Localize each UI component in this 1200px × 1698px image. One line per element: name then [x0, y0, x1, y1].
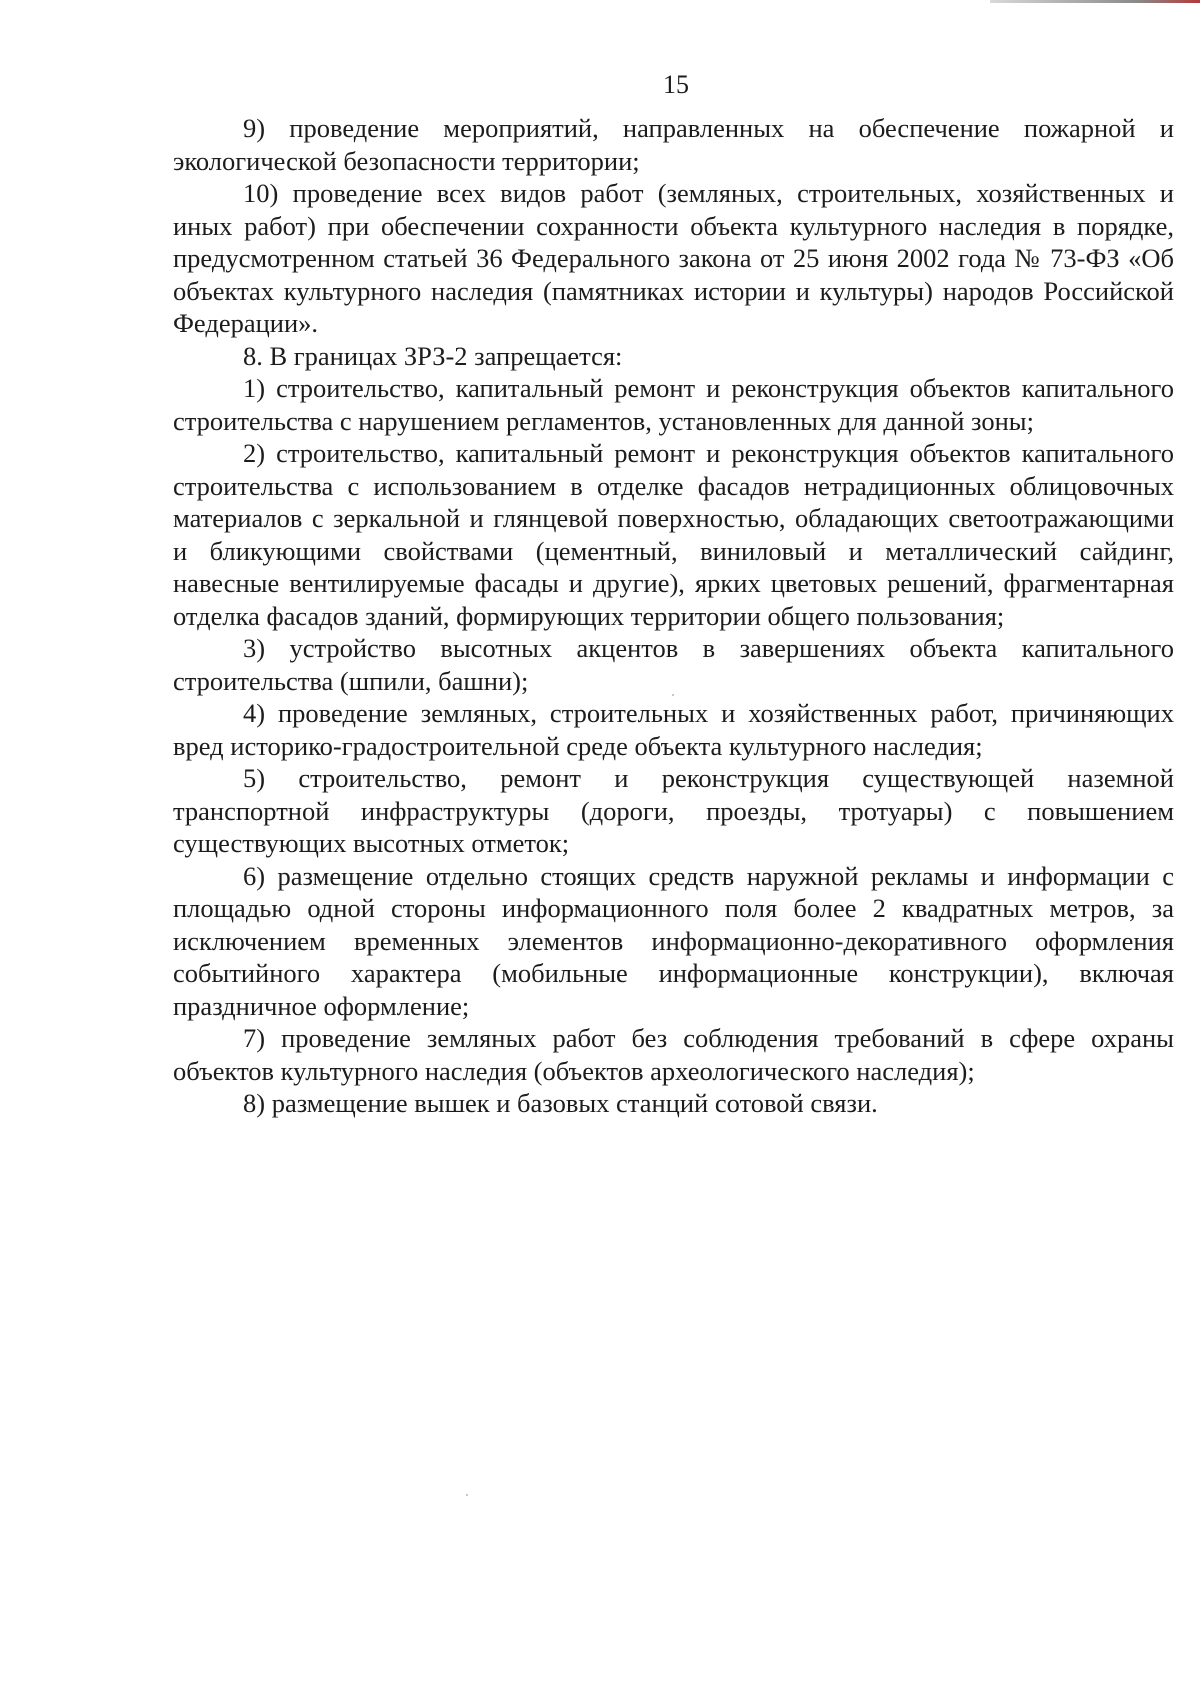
prohibition-item-7: 7) проведение земляных работ без соблюдения требований в сфере охраны объектов культурного наследия (объектов археологического наследия); — [173, 1023, 1174, 1086]
scan-top-edge-mark — [990, 0, 1200, 3]
page-number: 15 — [663, 70, 689, 99]
prohibition-item-5: 5) строительство, ремонт и реконструкция существующей наземной транспортной инфраструктуры (дороги, проезды, тротуары) с повышением существующих высотных отметок; — [173, 763, 1174, 858]
scan-speck — [466, 1494, 468, 1496]
prohibition-item-8: 8) размещение вышек и базовых станций сотовой связи. — [243, 1088, 878, 1118]
prohibition-item-4: 4) проведение земляных, строительных и хозяйственных работ, причиняющих вред историко-градостроительной среде объекта культурного наследия; — [173, 698, 1174, 761]
scan-speck — [672, 694, 674, 696]
prohibition-item-1: 1) строительство, капитальный ремонт и реконструкция объектов капитального строительства с нарушением регламентов, установленных для данной зоны; — [173, 373, 1174, 436]
section-heading-8: 8. В границах ЗРЗ-2 запрещается: — [243, 340, 623, 371]
paragraph-item-9: 9) проведение мероприятий, направленных на обеспечение пожарной и экологической безопасности территории; — [173, 113, 1174, 176]
prohibition-item-3: 3) устройство высотных акцентов в завершениях объекта капитального строительства (шпили, башни); — [173, 633, 1174, 696]
prohibition-item-6: 6) размещение отдельно стоящих средств наружной рекламы и информации с площадью одной стороны информационного поля более 2 квадратных метров, за исключением временных элементов информационно-декоративного оформления событийного характера (мобильные информационные конструкции), включая праздничное оформление; — [173, 860, 1174, 1021]
paragraph-item-10: 10) проведение всех видов работ (земляных, строительных, хозяйственных и иных работ) при обеспечении сохранности объекта культурного наследия в порядке, предусмотренном статьей 36 Федерального закона от 25 июня 2002 года № 73-ФЗ «Об объектах культурного наследия (памятниках истории и культуры) народов Российской Федерации». — [173, 178, 1174, 338]
prohibition-item-2: 2) строительство, капитальный ремонт и реконструкция объектов капитального строительства с использованием в отделке фасадов нетрадиционных облицовочных материалов с зеркальной и глянцевой поверхностью, обладающих светоотражающими и бликующими свойствами (цементный, виниловый и металлический сайдинг, навесные вентилируемые фасады и другие), ярких цветовых решений, фрагментарная отделка фасадов зданий, формирующих территории общего пользования; — [173, 438, 1174, 631]
document-body — [173, 112, 1174, 1120]
